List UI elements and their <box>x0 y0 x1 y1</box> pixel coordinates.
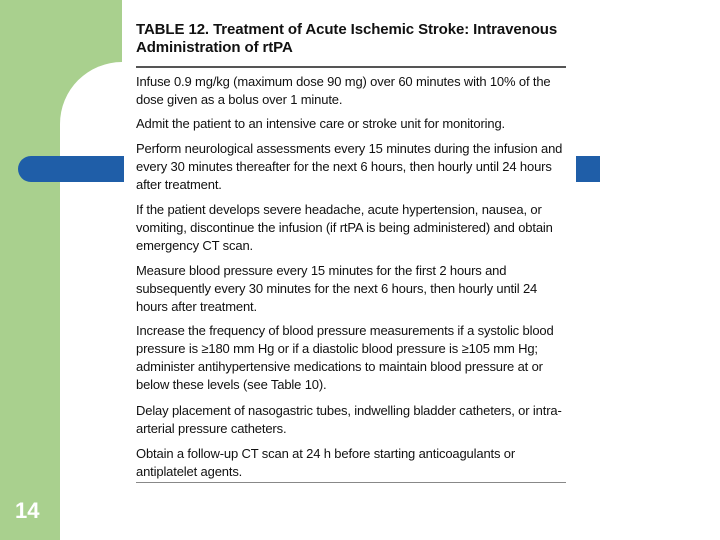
slide-number: 14 <box>15 498 40 523</box>
table-row: Admit the patient to an intensive care or stroke unit for monitoring. <box>136 116 506 131</box>
bottom-divider <box>136 482 566 483</box>
table-row: Infuse 0.9 mg/kg (maximum dose 90 mg) over 60 minutes with 10% of the dose given as a bolus over 1 minute. <box>136 74 551 107</box>
table-title: TABLE 12. Treatment of Acute Ischemic Stroke: Intravenous Administration of rtPA <box>136 21 558 56</box>
table-row: Increase the frequency of blood pressure measurements if a systolic blood pressure is ≥180 mm Hg or if a diastolic blood pressure is ≥105 mm Hg; administer antihypertensive medications to maintain blood pressure at or below these levels (see Table 10). <box>136 323 554 392</box>
title-divider <box>136 66 566 68</box>
table-row: Obtain a follow-up CT scan at 24 h before starting anticoagulants or antiplatelet agents. <box>136 446 516 479</box>
table-row: Perform neurological assessments every 15 minutes during the infusion and every 30 minutes thereafter for the next 6 hours, then hourly until 24 hours after treatment. <box>136 141 563 192</box>
table-row: Delay placement of nasogastric tubes, indwelling bladder catheters, or intra-arterial pressure catheters. <box>136 403 562 436</box>
table-image-panel <box>124 0 576 488</box>
left-green-strip <box>0 0 60 540</box>
table-row: If the patient develops severe headache, acute hypertension, nausea, or vomiting, discontinue the infusion (if rtPA is being administered) and obtain emergency CT scan. <box>136 202 553 253</box>
table-row: Measure blood pressure every 15 minutes for the first 2 hours and subsequently every 30 minutes for the next 6 hours, then hourly until 24 hours after treatment. <box>136 263 538 314</box>
